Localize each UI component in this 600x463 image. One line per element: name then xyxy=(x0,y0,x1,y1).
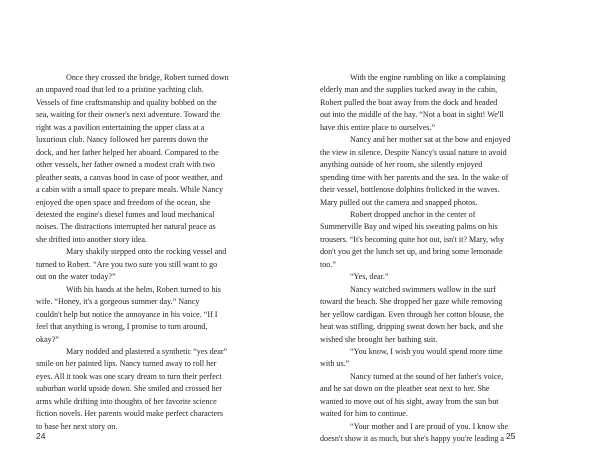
text-line: out on the water today?” xyxy=(36,272,116,282)
left-page-text xyxy=(36,72,280,433)
text-line: elderly man and the supplies tucked away in the cabin, xyxy=(320,85,498,95)
text-line: Nancy and her mother sat at the bow and enjoyed xyxy=(350,135,511,145)
text-line: Nancy watched swimmers wallow in the surf xyxy=(350,284,497,294)
text-line: sea, waiting for their owner's next adventure. Toward the xyxy=(36,110,221,120)
text-line: detested the engine's diesel fumes and loud mechanical xyxy=(36,209,215,219)
text-line: enjoyed the open space and freedom of the ocean, she xyxy=(36,197,211,207)
text-line: to base her next story on. xyxy=(36,421,118,431)
text-line: Mary nodded and plastered a synthetic “yes dear” xyxy=(66,346,228,356)
text-line: their vessel, bottlenose dolphins frolicked in the waves. xyxy=(320,185,500,195)
page-number: 24 xyxy=(36,431,46,441)
text-line: dock, and her father helped her aboard. Compared to the xyxy=(36,147,219,157)
text-line: waited for him to continue. xyxy=(320,409,408,419)
text-line: heat was stifling, dripping sweat down her back, and she xyxy=(320,322,504,332)
text-line: pleather seats, a canvas hood in case of poor weather, and xyxy=(36,172,223,182)
text-line: luxurious club. Nancy followed her parents down the xyxy=(36,135,209,145)
text-line: fiction novels. Her parents would make perfect characters xyxy=(36,409,223,419)
text-line: the view in silence. Despite Nancy's usual nature to avoid xyxy=(320,147,507,157)
text-line: With his hands at the helm, Robert turned to his xyxy=(66,284,221,294)
text-line: Vessels of fine craftsmanship and quality bobbed on the xyxy=(36,97,217,107)
text-line: Nancy turned at the sound of her father's voice, xyxy=(350,371,504,381)
text-line: with us.” xyxy=(320,359,350,369)
text-line: Summerville Bay and wiped his sweating palms on his xyxy=(320,222,498,232)
text-line: wished she brought her bathing suit. xyxy=(320,334,438,344)
right-page-text xyxy=(320,72,566,446)
text-line: eyes. All it took was one scary dream to turn their perfect xyxy=(36,371,222,381)
text-line: Robert pulled the boat away from the dock and headed xyxy=(320,97,498,107)
text-line: trousers. “It's becoming quite hot out, isn't it? Mary, why xyxy=(320,234,505,244)
text-line: couldn't help but notice the annoyance in his voice. “If I xyxy=(36,309,218,319)
page-number: 25 xyxy=(506,431,516,441)
text-line: toward the beach. She dropped her gaze while removing xyxy=(320,297,503,307)
text-line: don't you get the lunch set up, and bring some lemonade xyxy=(320,247,503,257)
text-line: arms while drifting into thoughts of her favorite science xyxy=(36,396,217,406)
text-line: Once they crossed the bridge, Robert turned down xyxy=(66,73,229,82)
text-line: Robert dropped anchor in the center of xyxy=(350,209,476,219)
text-line: noises. The distractions interrupted her natural peace as xyxy=(36,222,216,232)
text-line: wanted to move out of his sight, away from the sun but xyxy=(320,396,499,406)
text-line: feel that anything is wrong, I promise to turn around, xyxy=(36,322,208,332)
text-line: “Your mother and I are proud of you. I know she xyxy=(350,421,509,431)
text-line: turned to Robert. “Are you two sure you still want to go xyxy=(36,259,218,269)
text-line: smile on her painted lips. Nancy turned away to roll her xyxy=(36,359,217,369)
text-line: other vessels, her father owned a modest craft with two xyxy=(36,160,215,170)
text-line: anything outside of her room, she silently enjoyed xyxy=(320,160,483,170)
text-line: doesn't show it as much, but she's happy you're leading a xyxy=(320,434,504,444)
text-line: too.” xyxy=(320,259,336,269)
right-page xyxy=(300,0,600,463)
text-line: out into the middle of the bay. “Not a boat in sight! We'll xyxy=(320,110,504,120)
text-line: “Yes, dear.” xyxy=(350,272,389,282)
text-line: With the engine rumbling on like a complaining xyxy=(350,73,506,82)
text-line: her yellow cardigan. Even through her cotton blouse, the xyxy=(320,309,504,319)
text-line: okay?” xyxy=(36,334,59,344)
text-line: “You know, I wish you would spend more time xyxy=(350,346,503,356)
text-line: wife. “Honey, it's a gorgeous summer day.” Nancy xyxy=(36,297,200,307)
text-line: right was a pavilion entertaining the upper class at a xyxy=(36,122,205,132)
text-line: and he sat down on the pleather seat next to her. She xyxy=(320,384,490,394)
text-line: have this entire place to ourselves.” xyxy=(320,122,436,132)
text-line: suburban world upside down. She smiled and crossed her xyxy=(36,384,222,394)
text-line: spending time with her parents and the sea. In the wake of xyxy=(320,172,509,182)
text-line: Mary shakily stepped onto the rocking vessel and xyxy=(66,247,227,257)
text-line: a cabin with a small space to prepare meals. While Nancy xyxy=(36,185,224,195)
text-line: an unpaved road that led to a pristine yachting club. xyxy=(36,85,204,95)
text-line: she drifted into another story idea. xyxy=(36,234,148,244)
paragraph xyxy=(36,72,280,84)
text-line: Mary pulled out the camera and snapped photos. xyxy=(320,197,478,207)
